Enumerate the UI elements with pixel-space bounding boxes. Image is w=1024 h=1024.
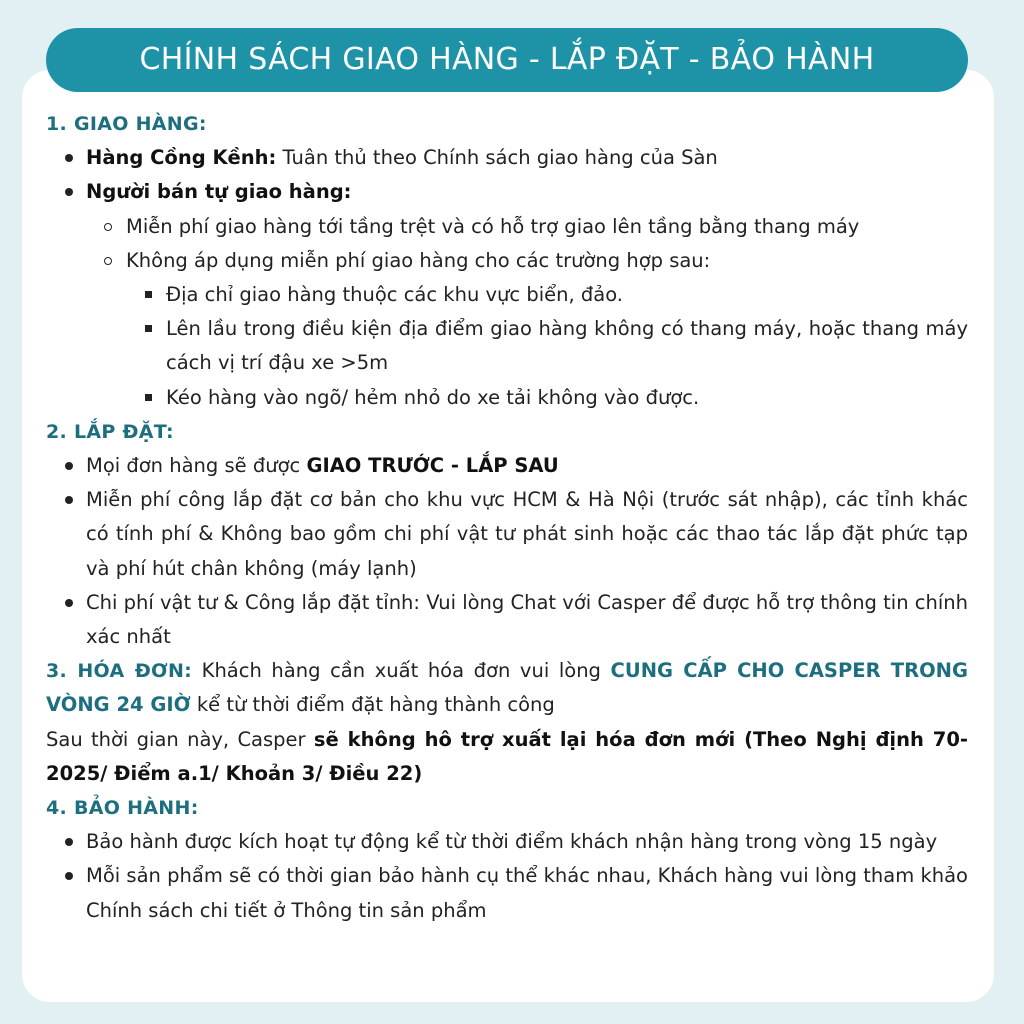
invoice-after-paragraph <box>46 723 968 791</box>
list-item-case-alley <box>46 381 968 415</box>
invoice-text-2: kể từ thời điểm đặt hàng thành công <box>190 693 555 717</box>
bulky-label: Hàng Cồng Kềnh: <box>86 146 277 170</box>
invoice-text-1: Khách hàng cần xuất hóa đơn vui lòng <box>192 659 611 683</box>
list-item-each-product <box>46 859 968 927</box>
bullet-dot-icon <box>65 872 73 880</box>
invoice-heading: 3. HÓA ĐƠN: <box>46 660 193 683</box>
bullet-square-icon <box>145 394 152 401</box>
delivery-heading: 1. GIAO HÀNG: <box>46 113 207 135</box>
list-item-bulky <box>46 141 968 175</box>
material-cost-text: Chi phí vật tư & Công lắp đặt tỉnh: Vui lòng Chat với Casper để được hỗ trợ thông tin chính xác nhất <box>86 590 968 649</box>
bullet-circle-icon <box>104 257 112 265</box>
list-item-free-ground <box>46 210 968 244</box>
bullet-dot-icon <box>65 154 73 162</box>
bullet-dot-icon <box>65 496 73 504</box>
list-item-free-install <box>46 483 968 586</box>
bullet-square-icon <box>145 291 152 298</box>
bullet-dot-icon <box>65 462 73 470</box>
order-text: Mọi đơn hàng sẽ được <box>86 454 307 478</box>
bullet-dot-icon <box>65 188 73 196</box>
list-item-material-cost <box>46 586 968 654</box>
invoice-highlight: CUNG CẤP CHO CASPER TRONG VÒNG 24 GIỜ <box>46 659 968 717</box>
list-item-not-applied <box>46 244 968 278</box>
seller-label: Người bán tự giao hàng: <box>86 180 352 204</box>
list-item-case-island <box>46 278 968 312</box>
list-item-auto-active <box>46 825 968 859</box>
order-bold: GIAO TRƯỚC - LẮP SAU <box>306 454 559 478</box>
list-item-case-stairs <box>46 312 968 380</box>
invoice-after-text: Sau thời gian này, Casper <box>46 727 314 751</box>
bullet-circle-icon <box>104 223 112 231</box>
auto-active-text: Bảo hành được kích hoạt tự động kể từ thời điểm khách nhận hàng trong vòng 15 ngày <box>86 830 938 854</box>
bullet-dot-icon <box>65 599 73 607</box>
invoice-paragraph <box>46 654 968 722</box>
free-install-text: Miễn phí công lắp đặt cơ bản cho khu vực HCM & Hà Nội (trước sát nhập), các tỉnh khác có tính phí & Không bao gồm chi phí vật tư phát sinh hoặc các thao tác lắp đặt phức tạp và phí hút chân không (máy lạnh) <box>86 488 968 580</box>
installation-heading: 2. LẮP ĐẶT: <box>46 420 174 443</box>
case-island-text: Địa chỉ giao hàng thuộc các khu vực biển, đảo. <box>166 283 623 307</box>
case-alley-text: Kéo hàng vào ngõ/ hẻm nhỏ do xe tải không vào được. <box>166 385 700 409</box>
list-item-order <box>46 449 968 483</box>
warranty-heading: 4. BẢO HÀNH: <box>46 797 199 820</box>
page-title: CHÍNH SÁCH GIAO HÀNG - LẮP ĐẶT - BẢO HÀNH <box>46 28 968 92</box>
not-applied-text: Không áp dụng miễn phí giao hàng cho các trường hợp sau: <box>126 248 711 272</box>
list-item-seller <box>46 175 968 209</box>
case-stairs-text: Lên lầu trong điều kiện địa điểm giao hàng không có thang máy, hoặc thang máy cách vị trí đậu xe >5m <box>166 317 968 375</box>
bullet-dot-icon <box>65 838 73 846</box>
invoice-after-bold: sẽ không hô trợ xuất lại hóa đơn mới (Theo Nghị định 70-2025/ Điểm a.1/ Khoản 3/ Điều 22) <box>46 727 968 785</box>
free-ground-text: Miễn phí giao hàng tới tầng trệt và có hỗ trợ giao lên tầng bằng thang máy <box>126 214 860 238</box>
bulky-text: Tuân thủ theo Chính sách giao hàng của Sàn <box>276 146 718 170</box>
policy-content <box>46 107 968 928</box>
bullet-square-icon <box>145 325 152 332</box>
each-product-text: Mỗi sản phẩm sẽ có thời gian bảo hành cụ thể khác nhau, Khách hàng vui lòng tham khảo Chính sách chi tiết ở Thông tin sản phẩm <box>86 864 968 922</box>
